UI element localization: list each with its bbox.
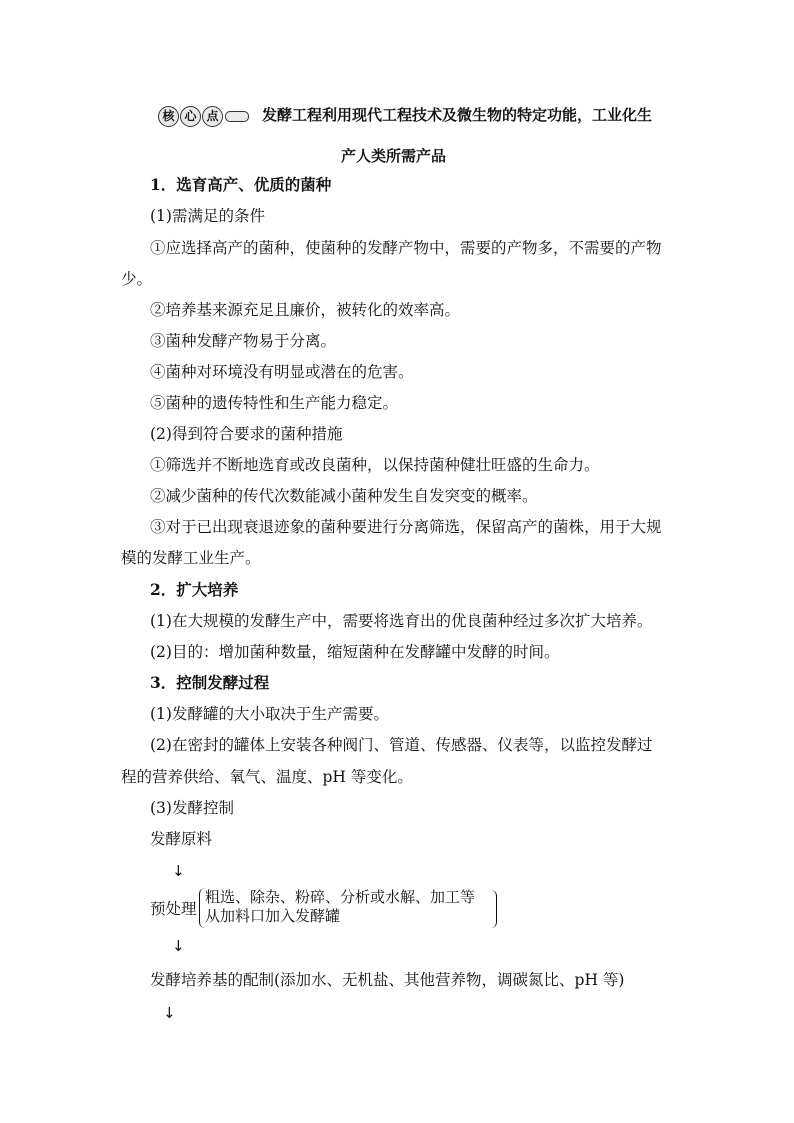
section-badge	[158, 104, 249, 128]
flow-arrow-down-icon: ↓	[172, 937, 185, 955]
flow-arrow-down-icon: ↓	[172, 862, 185, 880]
section-1-subheading-1: (1)需满足的条件	[150, 207, 265, 225]
badge-char-1: 核	[158, 106, 179, 127]
section-1-subheading-2: (2)得到符合要求的菌种措施	[150, 425, 343, 443]
condition-2: ②培养基来源充足且廉价，被转化的效率高。	[150, 301, 461, 319]
flow-step-pretreatment-label: 预处理	[150, 900, 197, 918]
section-3-paragraph-3: (3)发酵控制	[150, 799, 234, 817]
page-title-line2: 产人类所需产品	[341, 147, 447, 165]
section-1-heading: 1．选育高产、优质的菌种	[150, 175, 332, 194]
badge-char-3: 点	[202, 106, 223, 127]
page-title-line1: 发酵工程利用现代工程技术及微生物的特定功能，工业化生	[262, 106, 653, 124]
condition-1-line1: ①应选择高产的菌种，使菌种的发酵产物中，需要的产物多，不需要的产物	[150, 239, 662, 257]
flow-pretreatment-detail-2: 从加料口加入发酵罐	[205, 907, 341, 925]
measure-3-line1: ③对于已出现衰退迹象的菌种要进行分离筛选，保留高产的菌株，用于大规	[150, 518, 662, 536]
measure-2: ②减少菌种的传代次数能减小菌种发生自发突变的概率。	[150, 487, 538, 505]
section-3-paragraph-2-line1: (2)在密封的罐体上安装各种阀门、管道、传感器、仪表等，以监控发酵过	[150, 736, 653, 754]
section-3-paragraph-1: (1)发酵罐的大小取决于生产需要。	[150, 705, 389, 723]
condition-1-line2: 少。	[121, 270, 153, 288]
measure-3-line2: 模的发酵工业生产。	[121, 549, 261, 567]
condition-4: ④菌种对环境没有明显或潜在的危害。	[150, 363, 414, 381]
section-2-paragraph-2: (2)目的：增加菌种数量，缩短菌种在发酵罐中发酵的时间。	[150, 643, 560, 661]
flow-step-raw-material: 发酵原料	[150, 830, 213, 848]
section-3-paragraph-2-line2: 程的营养供给、氧气、温度、pH 等变化。	[121, 768, 413, 786]
badge-char-2: 心	[180, 106, 201, 127]
section-2-heading: 2．扩大培养	[150, 580, 239, 599]
section-3-heading: 3．控制发酵过程	[150, 673, 270, 692]
flow-pretreatment-detail-1: 粗选、除杂、粉碎、分析或水解、加工等	[205, 888, 476, 906]
condition-3: ③菌种发酵产物易于分离。	[150, 332, 337, 350]
flow-step-medium-preparation: 发酵培养基的配制(添加水、无机盐、其他营养物，调碳氮比、pH 等)	[150, 971, 625, 989]
condition-5: ⑤菌种的遗传特性和生产能力稳定。	[150, 394, 399, 412]
right-brace-icon	[491, 890, 497, 928]
section-2-paragraph-1: (1)在大规模的发酵生产中，需要将选育出的优良菌种经过多次扩大培养。	[150, 612, 653, 630]
badge-dash	[225, 111, 249, 122]
flow-pretreatment-brace	[199, 888, 497, 930]
measure-1: ①筛选并不断地选育或改良菌种，以保持菌种健壮旺盛的生命力。	[150, 456, 600, 474]
flow-arrow-down-icon: ↓	[163, 1004, 176, 1022]
